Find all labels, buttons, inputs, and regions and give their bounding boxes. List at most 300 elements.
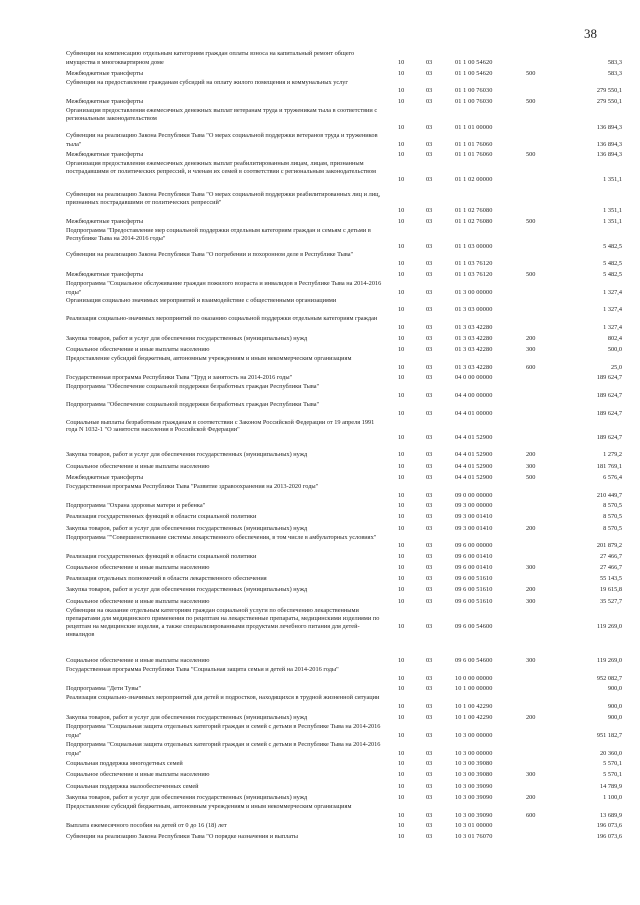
row-expense-type-code: 500 bbox=[526, 270, 536, 278]
row-section-code: 10 bbox=[398, 674, 405, 682]
row-target-article-code: 10 3 01 76070 bbox=[455, 833, 493, 841]
row-section-code: 10 bbox=[398, 462, 405, 470]
row-amount: 55 143,5 bbox=[599, 575, 622, 583]
row-target-article-code: 01 3 03 42280 bbox=[455, 345, 493, 353]
row-target-article-code: 09 6 00 01410 bbox=[455, 564, 493, 572]
row-name: Межбюджетные трансферты bbox=[66, 69, 144, 77]
row-amount: 35 527,7 bbox=[599, 597, 622, 605]
row-name: Закупка товаров, работ и услуг для обеспечения государственных (муниципальных) нужд bbox=[66, 586, 308, 594]
row-subsection-code: 03 bbox=[426, 731, 433, 739]
row-section-code: 10 bbox=[398, 259, 405, 267]
row-target-article-code: 10 3 00 39090 bbox=[455, 793, 493, 801]
row-amount: 279 550,1 bbox=[596, 98, 622, 106]
row-section-code: 10 bbox=[398, 793, 405, 801]
table-row bbox=[66, 596, 622, 607]
row-name: Социальное обеспечение и иные выплаты населению bbox=[66, 656, 210, 664]
table-row bbox=[66, 79, 622, 97]
row-amount: 802,4 bbox=[607, 334, 622, 342]
row-target-article-code: 10 3 01 00000 bbox=[455, 822, 493, 830]
row-amount: 8 570,5 bbox=[603, 524, 622, 532]
table-row bbox=[66, 562, 622, 573]
row-expense-type-code: 500 bbox=[526, 151, 536, 159]
table-row bbox=[66, 758, 622, 769]
row-name: Закупка товаров, работ и услуг для обеспечения государственных (муниципальных) нужд bbox=[66, 793, 308, 801]
row-subsection-code: 03 bbox=[426, 270, 433, 278]
row-name: Подпрограмма "Охрана здоровья матери и ребенка" bbox=[66, 502, 206, 510]
row-subsection-code: 03 bbox=[426, 151, 433, 159]
table-row bbox=[66, 523, 622, 534]
row-expense-type-code: 300 bbox=[526, 597, 536, 605]
row-expense-type-code: 600 bbox=[526, 811, 536, 819]
row-section-code: 10 bbox=[398, 392, 405, 400]
row-subsection-code: 03 bbox=[426, 207, 433, 215]
row-amount: 189 624,7 bbox=[596, 409, 622, 417]
row-section-code: 10 bbox=[398, 524, 405, 532]
row-target-article-code: 09 6 00 54600 bbox=[455, 622, 493, 630]
row-section-code: 10 bbox=[398, 771, 405, 779]
row-name: Социальное обеспечение и иные выплаты населению bbox=[66, 462, 210, 470]
row-amount: 189 624,7 bbox=[596, 434, 622, 442]
row-subsection-code: 03 bbox=[426, 87, 433, 95]
row-subsection-code: 03 bbox=[426, 749, 433, 757]
row-name: Подпрограмма "Социальная защита отдельных категорий граждан и семей с детьми в Республике Тыва на 2014-2016 годы" bbox=[66, 723, 381, 739]
row-amount: 119 269,0 bbox=[597, 622, 622, 630]
row-name: Социальное обеспечение и иные выплаты населению bbox=[66, 597, 210, 605]
row-expense-type-code: 200 bbox=[526, 586, 536, 594]
row-amount: 1 100,0 bbox=[603, 793, 622, 801]
row-name: Закупка товаров, работ и услуг для обеспечения государственных (муниципальных) нужд bbox=[66, 524, 308, 532]
row-amount: 6 576,4 bbox=[603, 473, 622, 481]
table-row bbox=[66, 741, 622, 759]
table-row bbox=[66, 803, 622, 821]
table-row bbox=[66, 107, 622, 131]
row-amount: 5 482,5 bbox=[603, 242, 622, 250]
row-subsection-code: 03 bbox=[426, 140, 433, 148]
row-subsection-code: 03 bbox=[426, 822, 433, 830]
row-target-article-code: 01 1 01 00000 bbox=[455, 123, 493, 131]
row-section-code: 10 bbox=[398, 123, 405, 131]
row-section-code: 10 bbox=[398, 345, 405, 353]
row-name: Закупка товаров, работ и услуг для обеспечения государственных (муниципальных) нужд bbox=[66, 714, 308, 722]
row-section-code: 10 bbox=[398, 782, 405, 790]
row-expense-type-code: 500 bbox=[526, 98, 536, 106]
table-row bbox=[66, 401, 622, 419]
row-amount: 1 279,2 bbox=[603, 451, 622, 459]
row-name: Межбюджетные трансферты bbox=[66, 473, 144, 481]
row-name: Социальное обеспечение и иные выплаты населению bbox=[66, 564, 210, 572]
row-expense-type-code: 200 bbox=[526, 524, 536, 532]
row-subsection-code: 03 bbox=[426, 513, 433, 521]
row-target-article-code: 04 4 00 00000 bbox=[455, 392, 493, 400]
table-row bbox=[66, 149, 622, 160]
row-section-code: 10 bbox=[398, 822, 405, 830]
row-target-article-code: 09 6 00 00000 bbox=[455, 542, 493, 550]
row-target-article-code: 10 3 00 00000 bbox=[455, 749, 493, 757]
table-row bbox=[66, 655, 622, 666]
row-section-code: 10 bbox=[398, 749, 405, 757]
row-target-article-code: 01 1 00 54620 bbox=[455, 69, 493, 77]
row-section-code: 10 bbox=[398, 575, 405, 583]
row-subsection-code: 03 bbox=[426, 524, 433, 532]
row-amount: 14 789,9 bbox=[599, 782, 622, 790]
row-target-article-code: 10 3 00 39080 bbox=[455, 771, 493, 779]
row-subsection-code: 03 bbox=[426, 553, 433, 561]
row-section-code: 10 bbox=[398, 564, 405, 572]
row-target-article-code: 04 0 00 00000 bbox=[455, 374, 493, 382]
row-amount: 900,0 bbox=[607, 714, 622, 722]
row-amount: 8 570,5 bbox=[603, 513, 622, 521]
row-amount: 19 615,8 bbox=[599, 586, 622, 594]
row-subsection-code: 03 bbox=[426, 703, 433, 711]
row-subsection-code: 03 bbox=[426, 334, 433, 342]
row-amount: 1 327,4 bbox=[603, 323, 622, 331]
row-amount: 583,3 bbox=[607, 69, 622, 77]
row-name: Подпрограмма "Обеспечение социальной поддержки безработных граждан Республики Тыва" bbox=[66, 383, 320, 391]
row-amount: 196 073,6 bbox=[596, 833, 622, 841]
row-name: Субвенции на предоставление гражданам субсидий на оплату жилого помещения и коммунальных услуг bbox=[66, 78, 349, 86]
row-name: Подпрограмма "Социальная защита отдельных категорий граждан и семей с детьми в Республике Тыва на 2014-2016 годы" bbox=[66, 740, 381, 757]
row-amount: 210 449,7 bbox=[596, 491, 622, 499]
row-amount: 583,3 bbox=[607, 58, 622, 66]
row-name: Реализация социально-значимых мероприятий по оказанию социальной поддержки отдельным категориям граждан bbox=[66, 315, 378, 322]
row-name: Подпрограмма "Обеспечение социальной поддержки безработных граждан Республики Тыва" bbox=[66, 401, 320, 409]
row-target-article-code: 01 3 03 42280 bbox=[455, 334, 493, 342]
row-subsection-code: 03 bbox=[426, 597, 433, 605]
row-name: Субвенции на реализацию Закона Республики Тыва "О мерах социальной поддержки ветеранов труда и тружеников тыла" bbox=[66, 131, 378, 148]
row-target-article-code: 09 3 00 01410 bbox=[455, 524, 493, 532]
table-row bbox=[66, 191, 622, 215]
row-target-article-code: 10 3 00 39090 bbox=[455, 811, 493, 819]
row-subsection-code: 03 bbox=[426, 288, 433, 296]
row-section-code: 10 bbox=[398, 306, 405, 314]
row-target-article-code: 01 1 03 76120 bbox=[455, 259, 493, 267]
row-target-article-code: 09 3 00 01410 bbox=[455, 513, 493, 521]
row-expense-type-code: 200 bbox=[526, 451, 536, 459]
row-name: Государственная программа Республики Тыва "Труд и занятость на 2014-2016 годы" bbox=[66, 374, 293, 382]
row-name: Выплата ежемесячного пособия на детей от 0 до 16 (18) лет bbox=[66, 822, 227, 830]
row-name: Субвенции на оказание отдельным категориям граждан социальной услуги по обеспечению лекарственными препаратами для медицинского применения по рецептам на лекарственные препараты, медицинскими изделиями по рецептам на медицинские изделия, а также специализированными продуктами лечебного питания для детей-инвалидов bbox=[66, 606, 380, 638]
row-name: Социальное обеспечение и иные выплаты населению bbox=[66, 345, 210, 353]
row-target-article-code: 04 4 01 52900 bbox=[455, 473, 493, 481]
table-row bbox=[66, 461, 622, 472]
row-target-article-code: 10 3 00 00000 bbox=[455, 731, 493, 739]
row-section-code: 10 bbox=[398, 553, 405, 561]
row-target-article-code: 09 6 00 54600 bbox=[455, 656, 493, 664]
row-name: Социальные выплаты безработным гражданам в соответствии с Законом Российской Федерации от 19 апреля 1991 года N 1032-1 "О занятости населения в Российской Федерации" bbox=[66, 418, 375, 434]
row-name: Организация предоставления ежемесячных денежных выплат реабилитированным лицам, лицам, признанным пострадавшими от политических репрессий, и членам их семей в соответствии с региональным законодательством bbox=[66, 160, 376, 176]
row-subsection-code: 03 bbox=[426, 392, 433, 400]
row-amount: 20 360,0 bbox=[599, 749, 622, 757]
row-target-article-code: 09 0 00 00000 bbox=[455, 491, 493, 499]
row-name: Организация предоставления ежемесячных денежных выплат ветеранам труда и труженикам тыла в соответствии с региональным законодательством bbox=[66, 107, 378, 123]
row-name: Государственная программа Республики Тыва "Социальная защита семьи и детей на 2014-2016 годы" bbox=[66, 665, 339, 673]
row-expense-type-code: 500 bbox=[526, 473, 536, 481]
row-target-article-code: 04 4 01 52900 bbox=[455, 451, 493, 459]
row-section-code: 10 bbox=[398, 586, 405, 594]
row-target-article-code: 04 4 01 00000 bbox=[455, 409, 493, 417]
row-subsection-code: 03 bbox=[426, 833, 433, 841]
row-section-code: 10 bbox=[398, 714, 405, 722]
row-amount: 1 351,1 bbox=[603, 175, 622, 183]
table-row bbox=[66, 792, 622, 803]
row-target-article-code: 10 3 00 39090 bbox=[455, 782, 493, 790]
row-amount: 201 879,2 bbox=[596, 542, 622, 550]
row-target-article-code: 01 1 02 76080 bbox=[455, 217, 493, 225]
row-subsection-code: 03 bbox=[426, 363, 433, 371]
row-section-code: 10 bbox=[398, 597, 405, 605]
table-row bbox=[66, 419, 622, 450]
row-amount: 136 894,3 bbox=[596, 140, 622, 148]
row-expense-type-code: 200 bbox=[526, 334, 536, 342]
row-name: Закупка товаров, работ и услуг для обеспечения государственных (муниципальных) нужд bbox=[66, 451, 308, 459]
row-subsection-code: 03 bbox=[426, 760, 433, 768]
row-amount: 900,0 bbox=[607, 685, 622, 693]
row-amount: 5 482,5 bbox=[603, 259, 622, 267]
table-row bbox=[66, 50, 622, 68]
table-row bbox=[66, 831, 622, 842]
row-section-code: 10 bbox=[398, 811, 405, 819]
row-section-code: 10 bbox=[398, 409, 405, 417]
row-expense-type-code: 500 bbox=[526, 217, 536, 225]
row-subsection-code: 03 bbox=[426, 462, 433, 470]
row-subsection-code: 03 bbox=[426, 58, 433, 66]
row-amount: 1 351,1 bbox=[603, 207, 622, 215]
row-subsection-code: 03 bbox=[426, 564, 433, 572]
row-amount: 136 894,3 bbox=[596, 151, 622, 159]
table-row bbox=[66, 280, 622, 298]
row-subsection-code: 03 bbox=[426, 502, 433, 510]
row-section-code: 10 bbox=[398, 207, 405, 215]
row-subsection-code: 03 bbox=[426, 345, 433, 353]
row-section-code: 10 bbox=[398, 622, 405, 630]
row-section-code: 10 bbox=[398, 87, 405, 95]
row-section-code: 10 bbox=[398, 451, 405, 459]
row-name: Организация социально значимых мероприятий и взаимодействие с общественными организациями bbox=[66, 297, 337, 305]
row-subsection-code: 03 bbox=[426, 259, 433, 267]
row-subsection-code: 03 bbox=[426, 793, 433, 801]
table-row bbox=[66, 269, 622, 280]
row-name: Субвенции на реализацию Закона Республики Тыва "О погребении и похоронном деле в Республике Тыва" bbox=[66, 251, 354, 259]
page-number: 38 bbox=[584, 26, 597, 41]
row-subsection-code: 03 bbox=[426, 434, 433, 442]
row-section-code: 10 bbox=[398, 434, 405, 442]
row-amount: 952 082,7 bbox=[596, 674, 622, 682]
row-target-article-code: 01 1 03 00000 bbox=[455, 242, 493, 250]
row-target-article-code: 01 3 03 42280 bbox=[455, 363, 493, 371]
row-section-code: 10 bbox=[398, 491, 405, 499]
row-amount: 1 327,4 bbox=[603, 288, 622, 296]
table-row bbox=[66, 449, 622, 460]
row-section-code: 10 bbox=[398, 69, 405, 77]
row-section-code: 10 bbox=[398, 685, 405, 693]
row-section-code: 10 bbox=[398, 334, 405, 342]
row-name: Подпрограмма ""Совершенствование системы лекарственного обеспечения, в том числе в амбулаторных условиях" bbox=[66, 533, 377, 541]
row-name: Реализация отдельных полномочий в области лекарственного обеспечения bbox=[66, 575, 267, 583]
row-expense-type-code: 500 bbox=[526, 69, 536, 77]
row-name: Подпрограмма "Предоставление мер социальной поддержки отдельным категориям граждан и семьям с детьми в Республике Тыва на 2014-2016 годы" bbox=[66, 226, 371, 242]
table-row bbox=[66, 372, 622, 383]
row-section-code: 10 bbox=[398, 513, 405, 521]
row-amount: 951 182,7 bbox=[596, 731, 622, 739]
table-row bbox=[66, 712, 622, 723]
row-subsection-code: 03 bbox=[426, 771, 433, 779]
row-section-code: 10 bbox=[398, 656, 405, 664]
row-subsection-code: 03 bbox=[426, 473, 433, 481]
row-target-article-code: 01 1 03 76120 bbox=[455, 270, 493, 278]
row-expense-type-code: 200 bbox=[526, 714, 536, 722]
table-row bbox=[66, 534, 622, 552]
row-target-article-code: 04 4 01 52900 bbox=[455, 434, 493, 442]
row-amount: 181 769,1 bbox=[596, 462, 622, 470]
row-target-article-code: 10 1 00 42290 bbox=[455, 703, 493, 711]
row-amount: 119 269,0 bbox=[597, 656, 622, 664]
row-section-code: 10 bbox=[398, 98, 405, 106]
row-section-code: 10 bbox=[398, 363, 405, 371]
row-target-article-code: 09 6 00 51610 bbox=[455, 575, 493, 583]
row-subsection-code: 03 bbox=[426, 542, 433, 550]
row-name: Межбюджетные трансферты bbox=[66, 217, 144, 225]
row-amount: 25,0 bbox=[610, 363, 622, 371]
row-name: Межбюджетные трансферты bbox=[66, 98, 144, 106]
row-subsection-code: 03 bbox=[426, 451, 433, 459]
row-subsection-code: 03 bbox=[426, 714, 433, 722]
row-target-article-code: 01 1 02 00000 bbox=[455, 175, 493, 183]
table-row bbox=[66, 683, 622, 694]
table-row bbox=[66, 573, 622, 584]
table-row bbox=[66, 227, 622, 251]
table-row bbox=[66, 584, 622, 595]
row-target-article-code: 09 3 00 00000 bbox=[455, 502, 493, 510]
row-section-code: 10 bbox=[398, 473, 405, 481]
row-amount: 5 570,1 bbox=[603, 760, 622, 768]
row-target-article-code: 01 1 01 76060 bbox=[455, 140, 493, 148]
row-amount: 900,0 bbox=[607, 703, 622, 711]
row-name: Социальная поддержка многодетных семей bbox=[66, 760, 183, 768]
table-row bbox=[66, 511, 622, 522]
row-target-article-code: 09 6 00 01410 bbox=[455, 553, 493, 561]
row-target-article-code: 10 3 00 39080 bbox=[455, 760, 493, 768]
row-target-article-code: 01 1 01 76060 bbox=[455, 151, 493, 159]
row-target-article-code: 01 3 03 00000 bbox=[455, 306, 493, 314]
row-amount: 8 570,5 bbox=[603, 502, 622, 510]
row-target-article-code: 10 0 00 00000 bbox=[455, 674, 493, 682]
row-amount: 27 466,7 bbox=[599, 553, 622, 561]
row-subsection-code: 03 bbox=[426, 575, 433, 583]
row-subsection-code: 03 bbox=[426, 811, 433, 819]
row-target-article-code: 10 1 00 42290 bbox=[455, 714, 493, 722]
row-name: Закупка товаров, работ и услуг для обеспечения государственных (муниципальных) нужд bbox=[66, 334, 308, 342]
row-name: Субвенции на компенсацию отдельным категориям граждан оплаты взноса на капитальный ремонт общего имущества в многоквартирном доме bbox=[66, 50, 355, 66]
row-name: Субвенции на реализацию Закона Республики Тыва "О порядке назначения и выплаты bbox=[66, 833, 299, 841]
row-name: Реализация государственных функций в области социальной политики bbox=[66, 553, 257, 561]
table-row bbox=[66, 551, 622, 562]
row-subsection-code: 03 bbox=[426, 656, 433, 664]
table-row bbox=[66, 344, 622, 355]
row-amount: 136 894,3 bbox=[596, 123, 622, 131]
row-name: Реализация государственных функций в области социальной политики bbox=[66, 513, 257, 521]
table-row bbox=[66, 694, 622, 712]
row-expense-type-code: 300 bbox=[526, 345, 536, 353]
row-target-article-code: 09 6 00 51610 bbox=[455, 597, 493, 605]
table-row bbox=[66, 132, 622, 150]
row-name: Субвенции на реализацию Закона Республики Тыва "О мерах социальной поддержки реабилитированных лиц и лиц, признанных пострадавшими от политических репрессий" bbox=[66, 191, 381, 207]
row-section-code: 10 bbox=[398, 175, 405, 183]
row-name: Предоставление субсидий бюджетным, автономным учреждениям и иным некоммерческим организациям bbox=[66, 354, 352, 362]
table-row bbox=[66, 160, 622, 191]
row-expense-type-code: 600 bbox=[526, 363, 536, 371]
table-row bbox=[66, 68, 622, 79]
row-subsection-code: 03 bbox=[426, 374, 433, 382]
row-section-code: 10 bbox=[398, 58, 405, 66]
row-subsection-code: 03 bbox=[426, 685, 433, 693]
table-row bbox=[66, 472, 622, 483]
row-target-article-code: 01 3 00 00000 bbox=[455, 288, 493, 296]
row-expense-type-code: 300 bbox=[526, 564, 536, 572]
row-expense-type-code: 300 bbox=[526, 656, 536, 664]
row-amount: 5 570,1 bbox=[603, 771, 622, 779]
row-section-code: 10 bbox=[398, 703, 405, 711]
row-section-code: 10 bbox=[398, 288, 405, 296]
row-name: Межбюджетные трансферты bbox=[66, 270, 144, 278]
row-amount: 500,0 bbox=[607, 345, 622, 353]
row-target-article-code: 09 6 00 51610 bbox=[455, 586, 493, 594]
table-row bbox=[66, 820, 622, 831]
row-name: Реализация социально-значимых мероприятий для детей и подростков, находящихся в трудной жизненной ситуации bbox=[66, 694, 380, 702]
table-row bbox=[66, 781, 622, 792]
table-row bbox=[66, 315, 622, 333]
row-amount: 1 327,4 bbox=[603, 306, 622, 314]
row-amount: 279 550,1 bbox=[596, 87, 622, 95]
row-expense-type-code: 300 bbox=[526, 771, 536, 779]
row-target-article-code: 04 4 01 52900 bbox=[455, 462, 493, 470]
row-amount: 189 624,7 bbox=[596, 374, 622, 382]
row-amount: 13 689,9 bbox=[599, 811, 622, 819]
table-row bbox=[66, 251, 622, 269]
row-subsection-code: 03 bbox=[426, 674, 433, 682]
row-target-article-code: 01 1 00 76030 bbox=[455, 87, 493, 95]
row-subsection-code: 03 bbox=[426, 69, 433, 77]
table-row bbox=[66, 500, 622, 511]
row-subsection-code: 03 bbox=[426, 323, 433, 331]
row-section-code: 10 bbox=[398, 374, 405, 382]
row-subsection-code: 03 bbox=[426, 491, 433, 499]
table-row bbox=[66, 723, 622, 741]
table-row bbox=[66, 769, 622, 780]
row-subsection-code: 03 bbox=[426, 242, 433, 250]
table-row bbox=[66, 297, 622, 315]
row-section-code: 10 bbox=[398, 731, 405, 739]
table-row bbox=[66, 355, 622, 373]
row-section-code: 10 bbox=[398, 833, 405, 841]
row-expense-type-code: 200 bbox=[526, 793, 536, 801]
row-name: Государственная программа Республики Тыва "Развитие здравоохранения на 2013-2020 годы" bbox=[66, 482, 319, 490]
row-amount: 5 482,5 bbox=[603, 270, 622, 278]
row-subsection-code: 03 bbox=[426, 409, 433, 417]
row-subsection-code: 03 bbox=[426, 306, 433, 314]
row-name: Подпрограмма "Дети Тувы" bbox=[66, 685, 142, 693]
row-section-code: 10 bbox=[398, 217, 405, 225]
row-subsection-code: 03 bbox=[426, 123, 433, 131]
row-name: Подпрограмма "Социальное обслуживание граждан пожилого возраста и инвалидов в Республике Тыва на 2014-2016 годы" bbox=[66, 279, 382, 296]
row-amount: 189 624,7 bbox=[596, 392, 622, 400]
row-target-article-code: 01 1 00 76030 bbox=[455, 98, 493, 106]
row-section-code: 10 bbox=[398, 323, 405, 331]
row-amount: 196 073,6 bbox=[596, 822, 622, 830]
row-subsection-code: 03 bbox=[426, 98, 433, 106]
row-section-code: 10 bbox=[398, 502, 405, 510]
row-section-code: 10 bbox=[398, 151, 405, 159]
row-amount: 1 351,1 bbox=[603, 217, 622, 225]
